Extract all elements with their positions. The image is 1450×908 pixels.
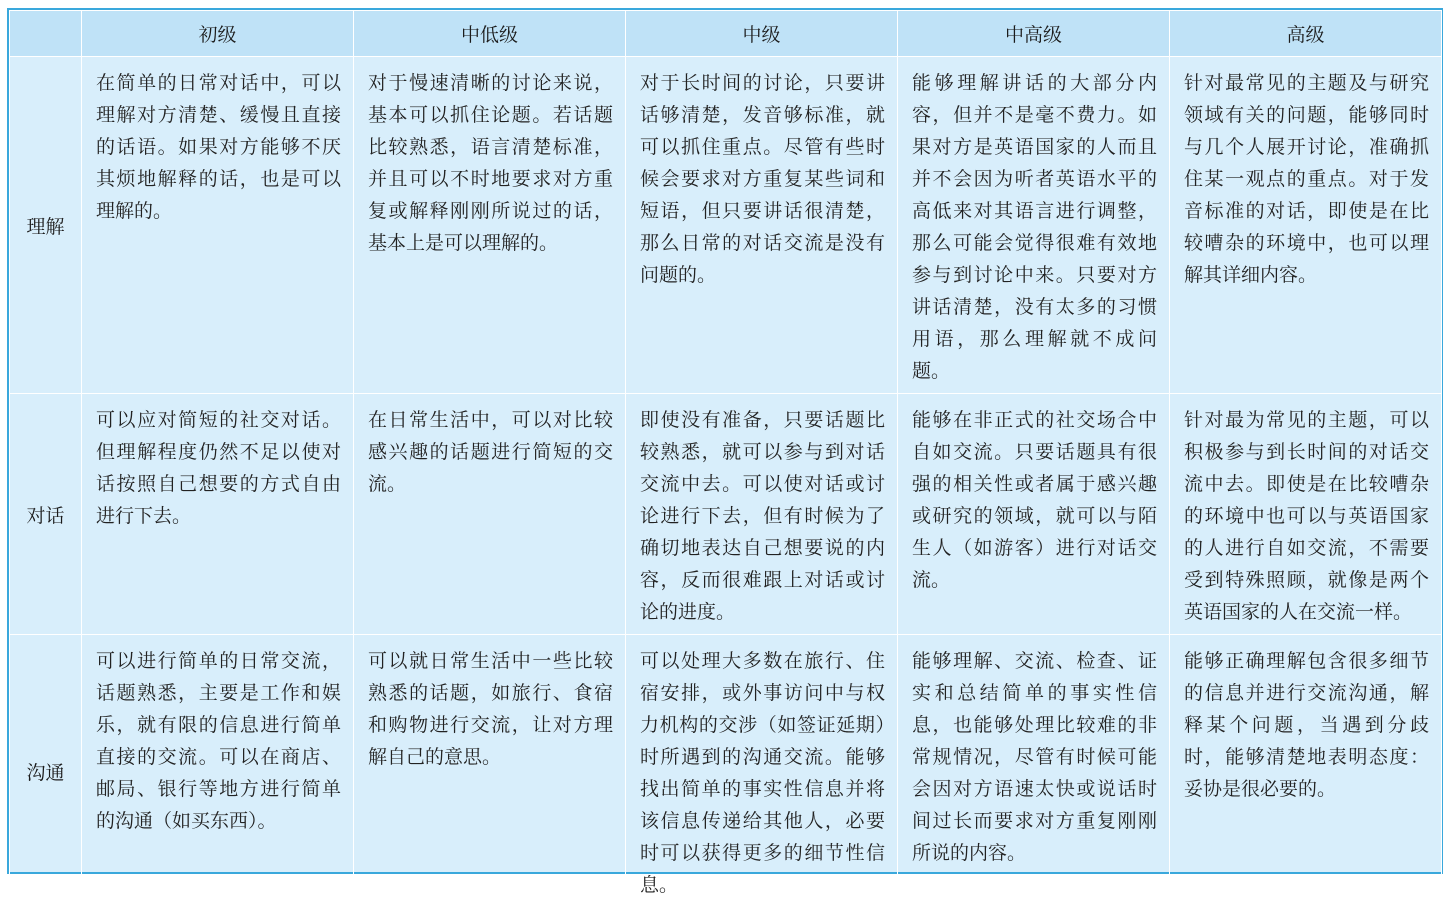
table-cell: 可以进行简单的日常交流，话题熟悉，主要是工作和娱乐，就有限的信息进行简单直接的交流。可以在商店、邮局、银行等地方进行简单的沟通（如买东西）。 [82,635,354,908]
column-header-intermediate: 中级 [626,11,898,57]
table-cell: 能够在非正式的社交场合中自如交流。只要话题具有很强的相关性或者属于感兴趣或研究的领域，就可以与陌生人（如游客）进行对话交流。 [898,394,1170,635]
table-row [10,394,1442,635]
column-header-advanced: 高级 [1170,11,1442,57]
table-cell: 对于慢速清晰的讨论来说，基本可以抓住论题。若话题比较熟悉，语言清楚标准，并且可以不时地要求对方重复或解释刚刚所说过的话，基本上是可以理解的。 [354,57,626,394]
corner-cell [10,11,82,57]
proficiency-table [9,10,1442,908]
table-row [10,57,1442,394]
table-row [10,635,1442,908]
table-cell: 在简单的日常对话中，可以理解对方清楚、缓慢且直接的话语。如果对方能够不厌其烦地解释的话，也是可以理解的。 [82,57,354,394]
column-header-beginner: 初级 [82,11,354,57]
row-header-communication: 沟通 [10,635,82,908]
table-cell: 可以处理大多数在旅行、住宿安排，或外事访问中与权力机构的交涉（如签证延期）时所遇到的沟通交流。能够找出简单的事实性信息并将该信息传递给其他人，必要时可以获得更多的细节性信息。 [626,635,898,908]
table-cell: 针对最常见的主题及与研究领域有关的问题，能够同时与几个人展开讨论，准确抓住某一观点的重点。对于发音标准的对话，即使是在比较嘈杂的环境中，也可以理解其详细内容。 [1170,57,1442,394]
row-header-conversation: 对话 [10,394,82,635]
row-header-comprehension: 理解 [10,57,82,394]
header-row [10,11,1442,57]
table-cell: 能够理解、交流、检查、证实和总结简单的事实性信息，也能够处理比较难的非常规情况，尽管有时候可能会因对方语速太快或说话时间过长而要求对方重复刚刚所说的内容。 [898,635,1170,908]
table-cell: 即使没有准备，只要话题比较熟悉，就可以参与到对话交流中去。可以使对话或讨论进行下去，但有时候为了确切地表达自己想要说的内容，反而很难跟上对话或讨论的进度。 [626,394,898,635]
table-cell: 对于长时间的讨论，只要讲话够清楚，发音够标准，就可以抓住重点。尽管有些时候会要求对方重复某些词和短语，但只要讲话很清楚，那么日常的对话交流是没有问题的。 [626,57,898,394]
table-cell: 针对最为常见的主题，可以积极参与到长时间的对话交流中去。即使是在比较嘈杂的环境中也可以与英语国家的人进行自如交流，不需要受到特殊照顾，就像是两个英语国家的人在交流一样。 [1170,394,1442,635]
column-header-upper-intermediate: 中高级 [898,11,1170,57]
column-header-lower-intermediate: 中低级 [354,11,626,57]
table-cell: 能够理解讲话的大部分内容，但并不是毫不费力。如果对方是英语国家的人而且并不会因为听者英语水平的高低来对其语言进行调整，那么可能会觉得很难有效地参与到讨论中来。只要对方讲话清楚，没有太多的习惯用语，那么理解就不成问题。 [898,57,1170,394]
table-cell: 能够正确理解包含很多细节的信息并进行交流沟通，解释某个问题，当遇到分歧时，能够清楚地表明态度：妥协是很必要的。 [1170,635,1442,908]
table-frame [7,8,1443,896]
table-cell: 可以就日常生活中一些比较熟悉的话题，如旅行、食宿和购物进行交流，让对方理解自己的意思。 [354,635,626,908]
table-cell: 可以应对简短的社交对话。但理解程度仍然不足以使对话按照自己想要的方式自由进行下去。 [82,394,354,635]
table-cell: 在日常生活中，可以对比较感兴趣的话题进行简短的交流。 [354,394,626,635]
